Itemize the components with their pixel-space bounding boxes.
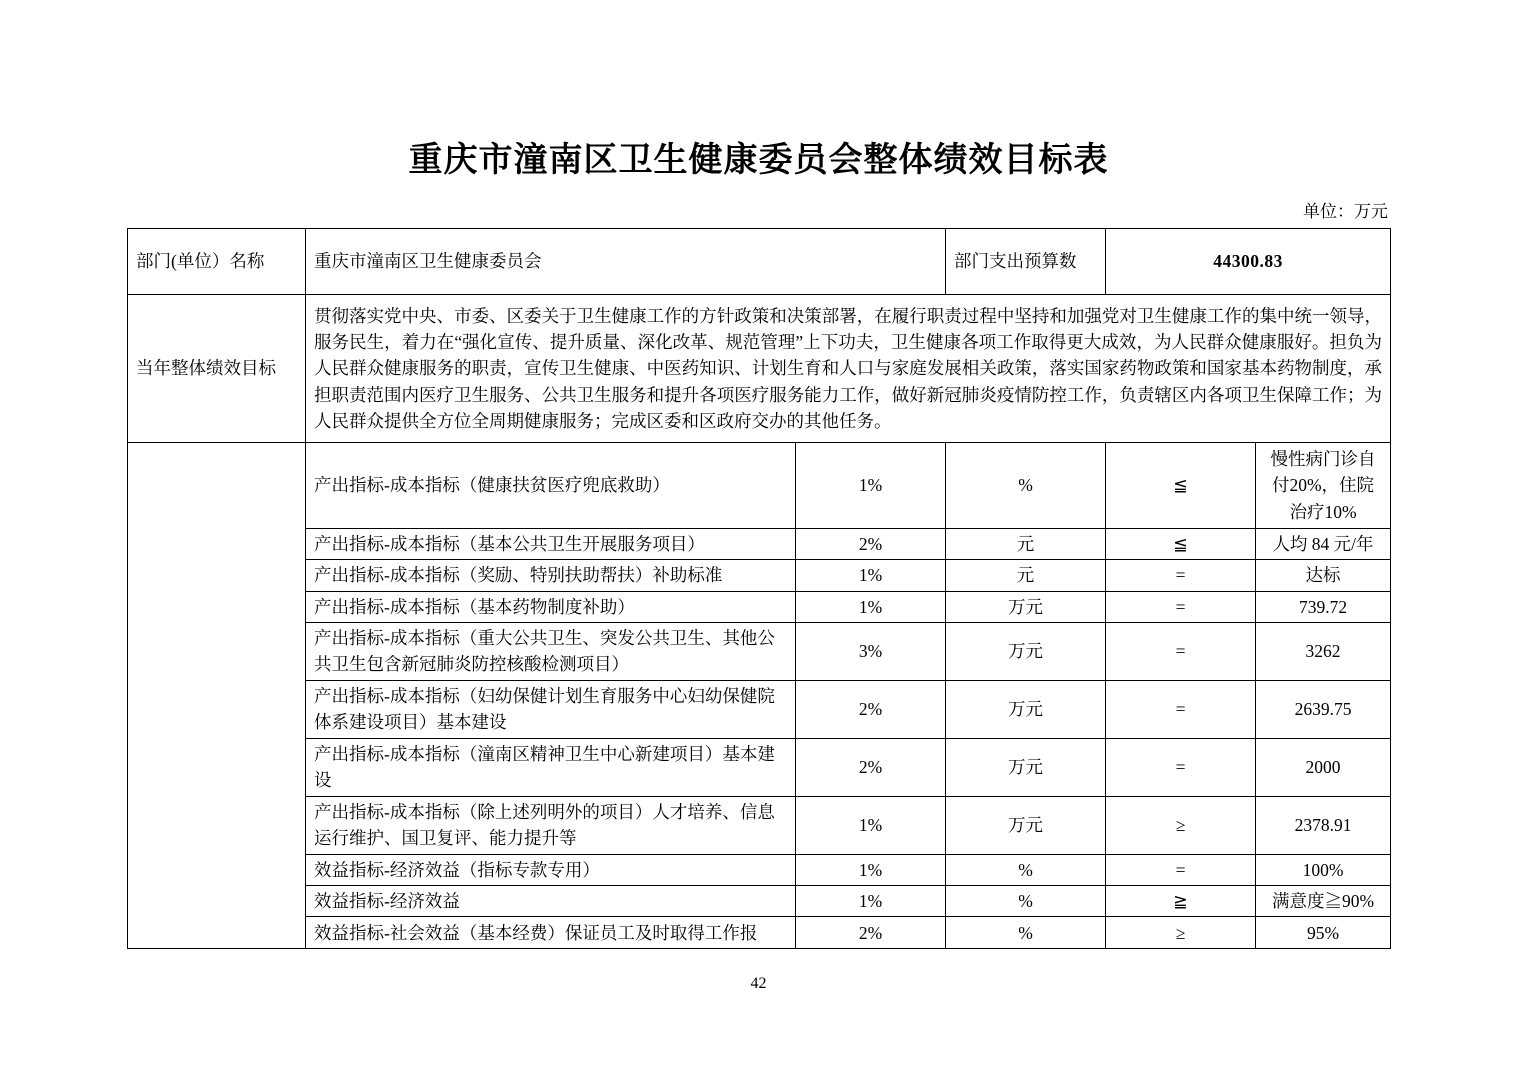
indicator-weight: 1% bbox=[796, 796, 946, 854]
indicator-target: 人均 84 元/年 bbox=[1256, 529, 1391, 560]
indicator-unit: % bbox=[946, 917, 1106, 949]
document-page bbox=[127, 0, 1390, 993]
indicator-name: 效益指标-经济效益 bbox=[306, 886, 796, 917]
indicator-operator: ≦ bbox=[1106, 443, 1256, 529]
indicator-name: 产出指标-成本指标（除上述列明外的项目）人才培养、信息运行维护、国卫复评、能力提升等 bbox=[306, 796, 796, 854]
dept-name-label: 部门(单位）名称 bbox=[128, 229, 306, 295]
indicator-name: 产出指标-成本指标（健康扶贫医疗兜底救助） bbox=[306, 443, 796, 529]
indicator-weight: 2% bbox=[796, 680, 946, 738]
indicator-row bbox=[128, 529, 1391, 560]
indicator-weight: 1% bbox=[796, 560, 946, 591]
budget-label: 部门支出预算数 bbox=[946, 229, 1106, 295]
budget-value: 44300.83 bbox=[1106, 229, 1391, 295]
indicator-operator: ≦ bbox=[1106, 529, 1256, 560]
indicator-category-cell bbox=[128, 443, 306, 949]
indicator-target: 3262 bbox=[1256, 622, 1391, 680]
indicator-weight: 1% bbox=[796, 443, 946, 529]
indicator-target: 95% bbox=[1256, 917, 1391, 949]
indicator-row bbox=[128, 886, 1391, 917]
indicator-unit: 万元 bbox=[946, 591, 1106, 622]
indicator-operator: ≧ bbox=[1106, 886, 1256, 917]
indicator-row bbox=[128, 591, 1391, 622]
indicator-unit: 万元 bbox=[946, 738, 1106, 796]
indicator-operator: ≥ bbox=[1106, 917, 1256, 949]
indicator-target: 慢性病门诊自付20%，住院治疗10% bbox=[1256, 443, 1391, 529]
indicator-row bbox=[128, 854, 1391, 885]
annual-goal-label: 当年整体绩效目标 bbox=[128, 295, 306, 443]
dept-name-value: 重庆市潼南区卫生健康委员会 bbox=[306, 229, 946, 295]
indicator-target: 满意度≧90% bbox=[1256, 886, 1391, 917]
indicator-operator: = bbox=[1106, 560, 1256, 591]
indicator-operator: = bbox=[1106, 680, 1256, 738]
indicator-row bbox=[128, 738, 1391, 796]
indicator-name: 产出指标-成本指标（重大公共卫生、突发公共卫生、其他公共卫生包含新冠肺炎防控核酸检测项目） bbox=[306, 622, 796, 680]
indicator-operator: = bbox=[1106, 622, 1256, 680]
page-title: 重庆市潼南区卫生健康委员会整体绩效目标表 bbox=[408, 142, 1109, 179]
indicator-weight: 1% bbox=[796, 854, 946, 885]
indicator-unit: 元 bbox=[946, 529, 1106, 560]
indicator-unit: % bbox=[946, 886, 1106, 917]
indicator-weight: 2% bbox=[796, 917, 946, 949]
indicator-operator: ≥ bbox=[1106, 796, 1256, 854]
indicator-target: 达标 bbox=[1256, 560, 1391, 591]
indicator-unit: 元 bbox=[946, 560, 1106, 591]
indicator-row bbox=[128, 443, 1391, 529]
indicator-unit: 万元 bbox=[946, 796, 1106, 854]
indicator-name: 效益指标-经济效益（指标专款专用） bbox=[306, 854, 796, 885]
indicator-name: 效益指标-社会效益（基本经费）保证员工及时取得工作报 bbox=[306, 917, 796, 949]
indicator-name: 产出指标-成本指标（奖励、特别扶助帮扶）补助标准 bbox=[306, 560, 796, 591]
indicator-operator: = bbox=[1106, 591, 1256, 622]
indicator-row bbox=[128, 680, 1391, 738]
indicator-target: 2000 bbox=[1256, 738, 1391, 796]
page-number: 42 bbox=[750, 975, 767, 993]
table-row-annual-goal bbox=[128, 295, 1391, 443]
indicator-row bbox=[128, 796, 1391, 854]
indicator-operator: = bbox=[1106, 854, 1256, 885]
indicator-name: 产出指标-成本指标（基本药物制度补助） bbox=[306, 591, 796, 622]
indicator-name: 产出指标-成本指标（妇幼保健计划生育服务中心妇幼保健院体系建设项目）基本建设 bbox=[306, 680, 796, 738]
table-row-department bbox=[128, 229, 1391, 295]
indicator-weight: 1% bbox=[796, 591, 946, 622]
indicator-weight: 1% bbox=[796, 886, 946, 917]
indicator-unit: 万元 bbox=[946, 622, 1106, 680]
indicator-unit: % bbox=[946, 854, 1106, 885]
indicator-weight: 2% bbox=[796, 529, 946, 560]
annual-goal-text: 贯彻落实党中央、市委、区委关于卫生健康工作的方针政策和决策部署，在履行职责过程中坚持和加强党对卫生健康工作的集中统一领导，服务民生，着力在“强化宣传、提升质量、深化改革、规范管理”上下功夫，卫生健康各项工作取得更大成效，为人民群众健康服好。担负为人民群众健康服务的职责，宣传卫生健康、中医药知识、计划生育和人口与家庭发展相关政策，落实国家药物政策和国家基本药物制度，承担职责范围内医疗卫生服务、公共卫生服务和提升各项医疗服务能力工作，做好新冠肺炎疫情防控工作，负责辖区内各项卫生保障工作；为人民群众提供全方位全周期健康服务；完成区委和区政府交办的其他任务。 bbox=[306, 295, 1391, 443]
indicator-target: 100% bbox=[1256, 854, 1391, 885]
indicator-unit: % bbox=[946, 443, 1106, 529]
indicator-weight: 2% bbox=[796, 738, 946, 796]
indicator-operator: = bbox=[1106, 738, 1256, 796]
indicator-row bbox=[128, 560, 1391, 591]
unit-note: 单位：万元 bbox=[1303, 202, 1388, 221]
indicator-unit: 万元 bbox=[946, 680, 1106, 738]
indicator-target: 739.72 bbox=[1256, 591, 1391, 622]
indicator-target: 2378.91 bbox=[1256, 796, 1391, 854]
indicator-target: 2639.75 bbox=[1256, 680, 1391, 738]
indicator-row bbox=[128, 622, 1391, 680]
performance-target-table bbox=[127, 228, 1391, 949]
indicator-row bbox=[128, 917, 1391, 949]
indicator-weight: 3% bbox=[796, 622, 946, 680]
indicator-name: 产出指标-成本指标（基本公共卫生开展服务项目） bbox=[306, 529, 796, 560]
indicator-name: 产出指标-成本指标（潼南区精神卫生中心新建项目）基本建设 bbox=[306, 738, 796, 796]
